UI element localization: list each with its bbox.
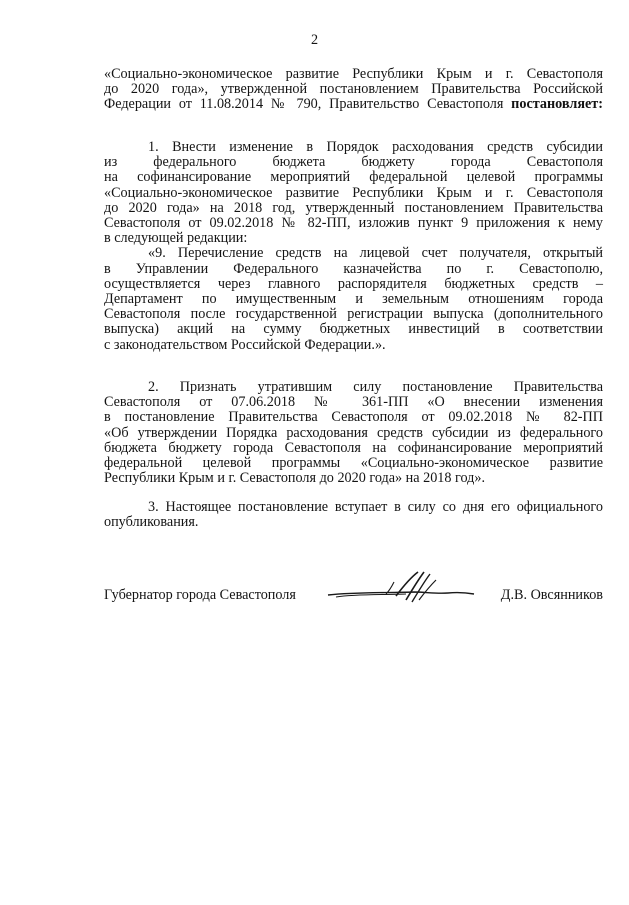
page-number: 2 xyxy=(310,32,319,48)
text-line: бюджета бюджету города Севастополя на софинансирование мероприятий xyxy=(104,439,603,456)
text-line: Севастополя после государственной регистрации выпуска (дополнительного xyxy=(104,306,603,323)
text-line: «9. Перечисление средств на лицевой счет получателя, открытый xyxy=(148,245,603,262)
text-line: в следующей редакции: xyxy=(104,230,248,247)
resolution-keyword: постановляет: xyxy=(511,96,603,113)
text-line: с законодательством Российской Федерации.». xyxy=(104,336,386,353)
text-line: в постановление Правительства Севастополя от 09.02.2018 № 82-ПП xyxy=(104,409,603,426)
text-line: 1. Внести изменение в Порядок расходования средств субсидии xyxy=(148,139,603,155)
text-line: опубликования. xyxy=(104,514,199,531)
text-line: Севастополя от 07.06.2018 № 361-ПП «О внесении изменения xyxy=(104,394,603,411)
text-line: в Управлении Федерального казначейства по г. Севастополю, xyxy=(104,260,603,277)
text-line: Севастополя от 09.02.2018 № 82-ПП, изложив пункт 9 приложения к нему xyxy=(104,215,603,232)
paragraph-2 xyxy=(104,380,603,486)
signature-block xyxy=(104,588,603,614)
paragraph-1 xyxy=(104,140,603,353)
signatory-title: Губернатор города Севастополя xyxy=(104,587,296,603)
text-line: до 2020 года» на 2018 год, утвержденный постановлением Правительства xyxy=(104,199,603,216)
text-line: Департамент по имущественным и земельным отношениям города xyxy=(104,291,603,308)
text-line: «Социально-экономическое развитие Республики Крым и г. Севастополя xyxy=(104,184,603,201)
text-line: на софинансирование мероприятий федеральной целевой программы xyxy=(104,169,603,186)
text-line: «Об утверждении Порядка расходования средств субсидии из федерального xyxy=(104,424,603,441)
text-line: выпуска) акций на сумму бюджетных инвестиций в соответствии xyxy=(104,321,603,338)
handwritten-signature xyxy=(326,570,476,610)
text-line: осуществляется через главного распорядителя бюджетных средств – xyxy=(104,275,603,292)
text-line: 2. Признать утратившим силу постановление Правительства xyxy=(148,379,603,395)
intro-last-line-text: Федерации от 11.08.2014 № 790, Правительство Севастополя xyxy=(104,96,512,113)
intro-paragraph xyxy=(104,67,603,113)
paragraph-3 xyxy=(104,500,603,530)
text-line: до 2020 года», утвержденной постановлением Правительства Российской xyxy=(104,81,603,98)
text-line: из федерального бюджета бюджету города Севастополя xyxy=(104,154,603,171)
text-line: 3. Настоящее постановление вступает в силу со дня его официального xyxy=(148,499,603,515)
text-line: Республики Крым и г. Севастополя до 2020 года» на 2018 год». xyxy=(104,470,486,487)
signatory-name: Д.В. Овсянников xyxy=(500,587,603,603)
text-line: федеральной целевой программы «Социально-экономическое развитие xyxy=(104,455,603,472)
text-line-resolution xyxy=(104,97,603,112)
text-line: «Социально-экономическое развитие Республики Крым и г. Севастополя xyxy=(104,66,603,82)
